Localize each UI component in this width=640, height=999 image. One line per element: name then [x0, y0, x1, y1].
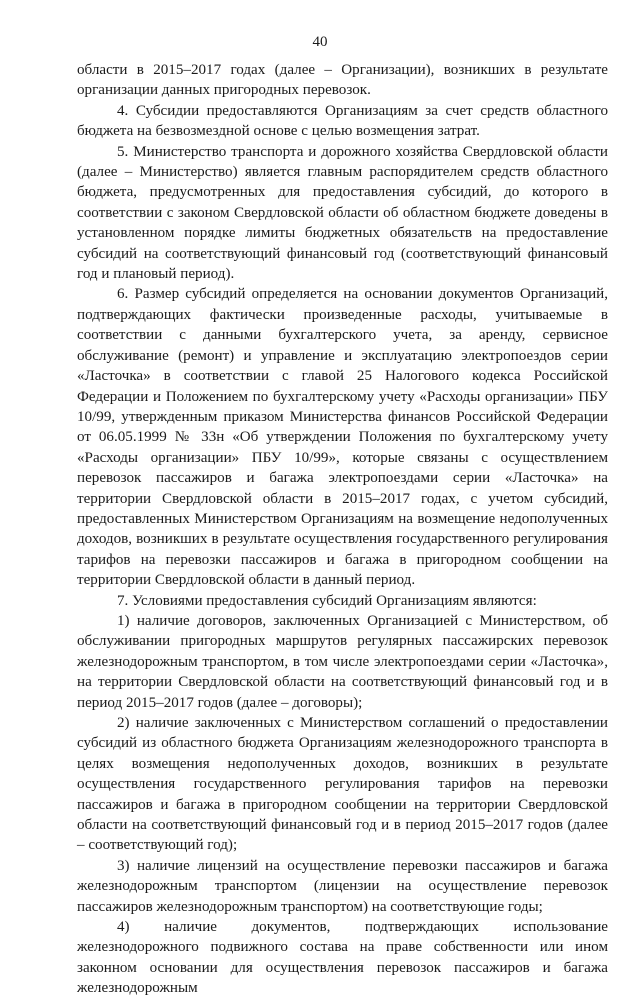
paragraph-7: 2) наличие заключенных с Министерством соглашений о предоставлении субсидий из областного бюджета Организациям железнодорожного транспорта в целях возмещения недополученных доходов, возникших в результате осуществления государственного регулирования тарифов на перевозки пассажиров и багажа в пригородном сообщении на территории Свердловской области на соответствующий финансовый год и в период 2015–2017 годов (далее – соответствующий год); [77, 715, 608, 854]
paragraph-3: 5. Министерство транспорта и дорожного хозяйства Свердловской области (далее – Министерство) является главным распорядителем средств областного бюджета, предусмотренных для предоставления субсидий, до которого в соответствии с законом Свердловской области об областном бюджете доведены в установленном порядке лимиты бюджетных обязательств на предоставление субсидий на соответствующий финансовый год (соответствующий финансовый год и плановый период). [77, 143, 608, 283]
paragraph-4: 6. Размер субсидий определяется на основании документов Организаций, подтверждающих фактически произведенные расходы, учитываемые в соответствии с данными бухгалтерского учета, за аренду, сервисное обслуживание (ремонт) и управление и эксплуатацию электропоездов серии «Ласточка» в соответствии с главой 25 Налогового кодекса Российской Федерации и Положением по бухгалтерскому учету «Расходы организации» ПБУ 10/99, утвержденным приказом Министерства финансов Российской Федерации от 06.05.1999 № 33н «Об утверждении Положения по бухгалтерскому учету «Расходы организации» ПБУ 10/99», которые связаны с осуществлением перевозок пассажиров и багажа электропоездами серии «Ласточка» на территории Свердловской области в 2015–2017 годах, с учетом субсидий, предоставленных Министерством Организациям на возмещение недополученных доходов, возникших в результате осуществления государственного регулирования тарифов на перевозки пассажиров и багажа в пригородном сообщении на территории Свердловской области в данный период. [77, 286, 608, 589]
paragraph-1: области в 2015–2017 годах (далее – Организации), возникших в результате организации данных пригородных перевозок. [77, 62, 608, 99]
paragraph-2: 4. Субсидии предоставляются Организациям за счет средств областного бюджета на безвозмездной основе с целью возмещения затрат. [77, 102, 608, 140]
document-body [77, 60, 608, 999]
paragraph-5: 7. Условиями предоставления субсидий Организациям являются: [117, 592, 537, 609]
paragraph-6: 1) наличие договоров, заключенных Организацией с Министерством, об обслуживании пригородных маршрутов регулярных пассажирских перевозок железнодорожным транспортом, в том числе электропоездами серии «Ласточка», на территории Свердловской области на соответствующий финансовый год и в период 2015–2017 годов (далее – договоры); [77, 612, 608, 711]
paragraph-9: 4) наличие документов, подтверждающих использование железнодорожного подвижного состава на праве собственности или ином законном основании для осуществления перевозок пассажиров и багажа железнодорожным [77, 919, 608, 997]
paragraph-8: 3) наличие лицензий на осуществление перевозки пассажиров и багажа железнодорожным транспортом (лицензии на осуществление перевозок пассажиров железнодорожным транспортом) на соответствующие годы; [77, 857, 608, 915]
page-number: 40 [312, 34, 328, 50]
